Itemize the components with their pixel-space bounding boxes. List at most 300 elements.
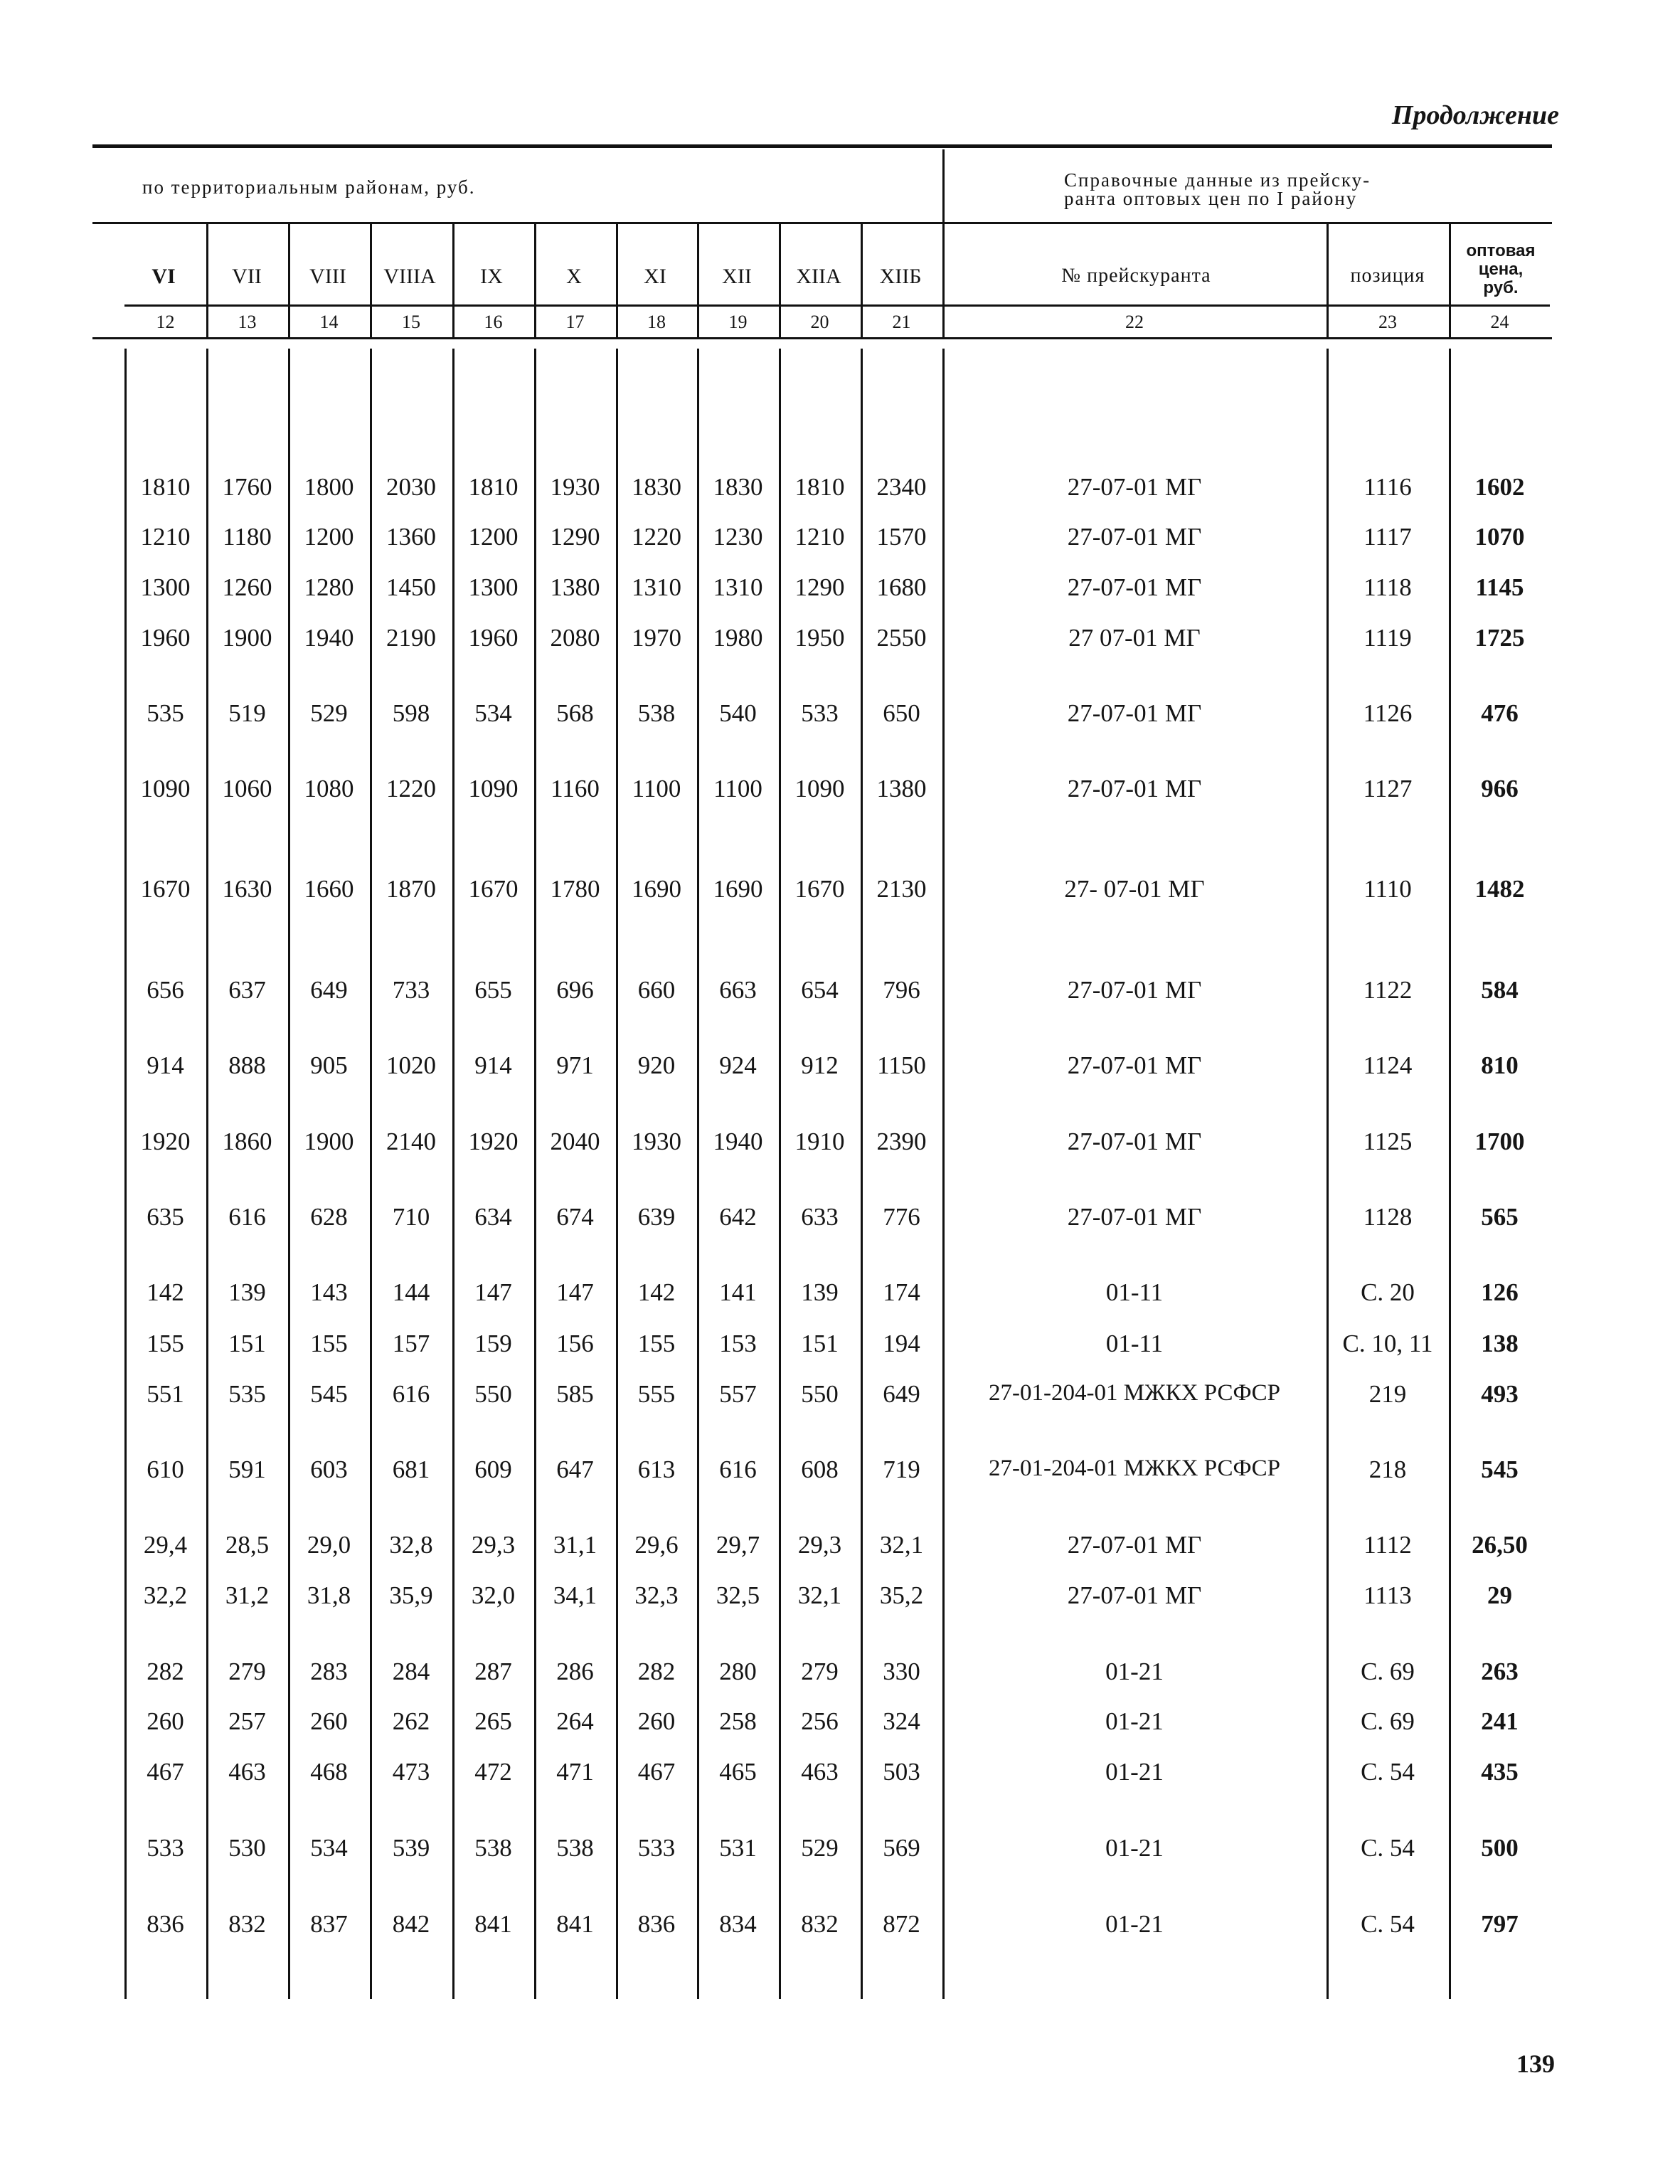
district-price-cell: 914 (147, 1051, 184, 1079)
column-number: 15 (402, 312, 420, 332)
district-price-cell: 635 (147, 1203, 184, 1231)
column-number: 12 (156, 312, 175, 332)
pricelist-cell: 27-07-01 МГ (1067, 473, 1202, 501)
district-price-cell: 29,4 (143, 1531, 188, 1559)
pricelist-cell: 27-01-204-01 МЖКХ РСФСР (989, 1380, 1280, 1406)
district-price-cell: 649 (310, 976, 348, 1004)
district-price-cell: 796 (883, 976, 920, 1004)
wholesale-price-cell: 26,50 (1472, 1531, 1528, 1559)
position-cell: С. 20 (1361, 1278, 1415, 1306)
district-price-cell: 836 (147, 1910, 184, 1938)
pricelist-cell: 27-07-01 МГ (1067, 1531, 1202, 1559)
district-price-cell: 157 (392, 1330, 430, 1357)
district-price-cell: 286 (556, 1658, 594, 1685)
position-cell: 1125 (1363, 1128, 1413, 1155)
district-price-cell: 637 (228, 976, 266, 1004)
district-price-cell: 551 (147, 1380, 184, 1408)
district-price-cell: 29,3 (471, 1531, 516, 1559)
district-price-cell: 467 (147, 1758, 184, 1786)
col-head-xiib: XIIБ (879, 265, 922, 288)
district-price-cell: 32,2 (143, 1581, 188, 1609)
district-price-cell: 533 (147, 1834, 184, 1862)
district-price-cell: 1200 (468, 523, 519, 551)
reference-sub-rule (937, 222, 1552, 224)
district-price-cell: 174 (883, 1278, 920, 1306)
district-price-cell: 1660 (304, 875, 354, 903)
district-price-cell: 1090 (140, 775, 191, 802)
district-price-cell: 1100 (713, 775, 762, 802)
district-price-cell: 681 (392, 1456, 430, 1483)
district-price-cell: 1380 (876, 775, 927, 802)
district-price-cell: 503 (883, 1758, 920, 1786)
wholesale-price-cell: 1145 (1475, 573, 1524, 601)
col-head-xi: XI (644, 265, 666, 288)
district-price-cell: 710 (392, 1203, 430, 1231)
pricelist-cell: 01-21 (1105, 1834, 1164, 1862)
district-price-cell: 534 (474, 699, 512, 727)
district-price-cell: 1300 (140, 573, 191, 601)
district-price-cell: 1930 (550, 473, 600, 501)
wholesale-price-cell: 1070 (1474, 523, 1525, 551)
pricelist-cell: 27-01-204-01 МЖКХ РСФСР (989, 1456, 1280, 1481)
district-price-cell: 258 (719, 1707, 757, 1735)
pricelist-cell: 27-07-01 МГ (1067, 523, 1202, 551)
top-rule (92, 144, 1552, 148)
column-number: 17 (565, 312, 585, 332)
district-price-cell: 531 (719, 1834, 757, 1862)
district-price-cell: 471 (556, 1758, 594, 1786)
district-price-cell: 1230 (713, 523, 763, 551)
position-cell: С. 69 (1361, 1658, 1415, 1685)
district-price-cell: 628 (310, 1203, 348, 1231)
wholesale-price-cell: 1700 (1474, 1128, 1525, 1155)
district-price-cell: 1310 (632, 573, 681, 601)
district-price-cell: 32,8 (389, 1531, 433, 1559)
position-cell: С. 54 (1361, 1758, 1415, 1786)
col-head-x: X (566, 265, 582, 288)
district-price-cell: 463 (801, 1758, 839, 1786)
district-price-cell: 1670 (794, 875, 845, 903)
district-price-cell: 647 (556, 1456, 594, 1483)
district-price-cell: 914 (474, 1051, 512, 1079)
district-price-cell: 141 (719, 1278, 757, 1306)
position-cell: 218 (1368, 1456, 1407, 1483)
district-price-cell: 663 (719, 976, 757, 1004)
wholesale-price-cell: 584 (1481, 976, 1519, 1004)
district-price-cell: 613 (637, 1456, 676, 1483)
district-price-cell: 696 (556, 976, 594, 1004)
districts-sub-rule (92, 222, 937, 224)
pricelist-cell: 27-07-01 МГ (1067, 1051, 1202, 1079)
district-price-cell: 1210 (794, 523, 845, 551)
district-price-cell: 2030 (386, 473, 436, 501)
pricelist-cell: 27- 07-01 МГ (1064, 875, 1205, 903)
district-price-cell: 550 (474, 1380, 512, 1408)
wholesale-price-cell: 126 (1481, 1278, 1519, 1306)
col-head-viii: VIII (309, 265, 346, 288)
district-price-cell: 1960 (140, 624, 191, 652)
page-number: 139 (1516, 2050, 1555, 2078)
position-cell: С. 69 (1361, 1707, 1415, 1735)
district-price-cell: 557 (719, 1380, 757, 1408)
district-price-cell: 144 (392, 1278, 430, 1306)
district-price-cell: 1300 (468, 573, 519, 601)
district-price-cell: 1860 (222, 1128, 272, 1155)
column-number: 23 (1378, 312, 1397, 332)
district-price-cell: 639 (637, 1203, 676, 1231)
district-price-cell: 159 (474, 1330, 512, 1357)
position-cell: С. 54 (1361, 1834, 1415, 1862)
district-price-cell: 591 (228, 1456, 266, 1483)
district-price-cell: 540 (719, 699, 757, 727)
position-cell: С. 54 (1361, 1910, 1415, 1938)
district-price-cell: 1690 (713, 875, 763, 903)
districts-heading: по территориальным районам, руб. (142, 176, 476, 198)
district-price-cell: 1360 (386, 523, 436, 551)
district-price-cell: 535 (228, 1380, 266, 1408)
district-price-cell: 1940 (713, 1128, 763, 1155)
district-price-cell: 2080 (550, 624, 600, 652)
district-price-cell: 649 (883, 1380, 920, 1408)
position-cell: 1126 (1363, 699, 1413, 727)
district-price-cell: 31,1 (553, 1531, 597, 1559)
district-price-cell: 1220 (386, 775, 436, 802)
district-price-cell: 287 (474, 1658, 512, 1685)
district-price-cell: 1290 (550, 523, 600, 551)
district-price-cell: 35,2 (879, 1581, 924, 1609)
district-price-cell: 832 (801, 1910, 839, 1938)
position-cell: 1124 (1363, 1051, 1413, 1079)
district-price-cell: 32,1 (879, 1531, 924, 1559)
pricelist-cell: 27 07-01 МГ (1068, 624, 1201, 652)
column-number: 24 (1490, 312, 1509, 332)
district-price-cell: 1780 (550, 875, 600, 903)
position-cell: 1118 (1363, 573, 1412, 601)
pricelist-cell: 27-07-01 МГ (1067, 1128, 1202, 1155)
district-price-cell: 1060 (222, 775, 272, 802)
district-price-cell: 841 (474, 1910, 512, 1938)
header-column-divider (942, 149, 945, 339)
col-head-xii: XII (722, 265, 752, 288)
district-price-cell: 616 (228, 1203, 266, 1231)
wholesale-price-cell: 545 (1481, 1456, 1519, 1483)
district-price-cell: 519 (228, 699, 266, 727)
continuation-label: Продолжение (1391, 100, 1559, 130)
pricelist-cell: 27-07-01 МГ (1067, 976, 1202, 1004)
col-head-xiia: XIIА (796, 265, 841, 288)
district-price-cell: 139 (228, 1278, 266, 1306)
wholesale-price-cell: 500 (1481, 1834, 1519, 1862)
col-head-ix: IX (480, 265, 503, 288)
district-price-cell: 555 (637, 1380, 676, 1408)
district-price-cell: 569 (883, 1834, 920, 1862)
wholesale-price-cell: 476 (1481, 699, 1519, 727)
district-price-cell: 143 (310, 1278, 348, 1306)
col-head-price-line3: руб. (1483, 278, 1519, 297)
pricelist-cell: 27-07-01 МГ (1067, 699, 1202, 727)
district-price-cell: 1810 (794, 473, 845, 501)
district-price-cell: 1810 (140, 473, 191, 501)
district-price-cell: 656 (147, 976, 184, 1004)
district-price-cell: 156 (556, 1330, 594, 1357)
district-price-cell: 533 (801, 699, 839, 727)
position-cell: 1127 (1363, 775, 1413, 802)
district-price-cell: 608 (801, 1456, 839, 1483)
district-price-cell: 282 (147, 1658, 184, 1685)
district-price-cell: 598 (392, 699, 430, 727)
district-price-cell: 264 (556, 1707, 594, 1735)
district-price-cell: 616 (392, 1380, 430, 1408)
district-price-cell: 265 (474, 1707, 512, 1735)
district-price-cell: 924 (719, 1051, 757, 1079)
district-price-cell: 534 (310, 1834, 348, 1862)
district-price-cell: 1450 (386, 573, 436, 601)
district-price-cell: 1950 (794, 624, 845, 652)
district-price-cell: 283 (310, 1658, 348, 1685)
district-price-cell: 1830 (632, 473, 681, 501)
district-price-cell: 31,8 (307, 1581, 351, 1609)
district-price-cell: 603 (310, 1456, 348, 1483)
column-number: 19 (728, 312, 748, 332)
column-number: 16 (484, 312, 503, 332)
district-price-cell: 260 (637, 1707, 676, 1735)
district-price-cell: 529 (310, 699, 348, 727)
position-cell: 1112 (1363, 1531, 1412, 1559)
district-price-cell: 257 (228, 1707, 266, 1735)
district-price-cell: 905 (310, 1051, 348, 1079)
col-head-vii: VII (232, 265, 262, 288)
wholesale-price-cell: 435 (1481, 1758, 1519, 1786)
district-price-cell: 1920 (468, 1128, 519, 1155)
district-price-cell: 1930 (632, 1128, 681, 1155)
district-price-cell: 284 (392, 1658, 430, 1685)
pricelist-cell: 27-07-01 МГ (1067, 1581, 1202, 1609)
position-cell: 1117 (1363, 523, 1412, 551)
district-price-cell: 324 (883, 1707, 920, 1735)
district-price-cell: 1090 (468, 775, 519, 802)
district-price-cell: 1100 (632, 775, 681, 802)
district-price-cell: 529 (801, 1834, 839, 1862)
district-price-cell: 34,1 (553, 1581, 597, 1609)
district-price-cell: 610 (147, 1456, 184, 1483)
col-head-pricelist: № прейскуранта (1061, 265, 1211, 287)
pricelist-cell: 27-07-01 МГ (1067, 573, 1202, 601)
district-price-cell: 2190 (386, 624, 436, 652)
wholesale-price-cell: 241 (1481, 1707, 1519, 1735)
district-price-cell: 282 (637, 1658, 676, 1685)
district-price-cell: 535 (147, 699, 184, 727)
district-price-cell: 468 (310, 1758, 348, 1786)
district-price-cell: 1910 (794, 1128, 845, 1155)
district-price-cell: 260 (310, 1707, 348, 1735)
column-number: 21 (892, 312, 911, 332)
district-price-cell: 837 (310, 1910, 348, 1938)
district-price-cell: 2340 (876, 473, 927, 501)
district-price-cell: 32,0 (471, 1581, 516, 1609)
district-price-cell: 1690 (632, 875, 681, 903)
district-price-cell: 1960 (468, 624, 519, 652)
district-price-cell: 2140 (386, 1128, 436, 1155)
district-price-cell: 1980 (713, 624, 763, 652)
district-price-cell: 29,0 (307, 1531, 351, 1559)
district-price-cell: 472 (474, 1758, 512, 1786)
district-price-cell: 32,5 (716, 1581, 760, 1609)
district-price-cell: 650 (883, 699, 920, 727)
wholesale-price-cell: 1602 (1474, 473, 1525, 501)
pricelist-cell: 01-21 (1105, 1658, 1164, 1685)
wholesale-price-cell: 1725 (1474, 624, 1525, 652)
district-price-cell: 912 (801, 1051, 839, 1079)
wholesale-price-cell: 263 (1481, 1658, 1519, 1685)
position-cell: 1113 (1363, 1581, 1412, 1609)
district-price-cell: 31,2 (225, 1581, 270, 1609)
district-price-cell: 1210 (140, 523, 191, 551)
district-price-cell: 155 (147, 1330, 184, 1357)
district-price-cell: 465 (719, 1758, 757, 1786)
district-price-cell: 533 (637, 1834, 676, 1862)
pricelist-cell: 01-21 (1105, 1910, 1164, 1938)
district-price-cell: 1670 (140, 875, 191, 903)
pricelist-cell: 01-11 (1105, 1330, 1164, 1357)
wholesale-price-cell: 810 (1481, 1051, 1519, 1079)
district-price-cell: 29,6 (634, 1531, 679, 1559)
wholesale-price-cell: 966 (1481, 775, 1519, 802)
wholesale-price-cell: 493 (1481, 1380, 1519, 1408)
district-price-cell: 1900 (304, 1128, 354, 1155)
wholesale-price-cell: 797 (1481, 1910, 1519, 1938)
district-price-cell: 920 (637, 1051, 676, 1079)
district-price-cell: 151 (801, 1330, 839, 1357)
district-price-cell: 841 (556, 1910, 594, 1938)
district-price-cell: 1290 (794, 573, 845, 601)
district-price-cell: 609 (474, 1456, 512, 1483)
district-price-cell: 2390 (876, 1128, 927, 1155)
district-price-cell: 1680 (876, 573, 927, 601)
district-price-cell: 1570 (876, 523, 927, 551)
district-price-cell: 463 (228, 1758, 266, 1786)
position-cell: 1110 (1363, 875, 1412, 903)
district-price-cell: 1150 (877, 1051, 926, 1079)
district-price-cell: 733 (392, 976, 430, 1004)
district-price-cell: 1310 (713, 573, 763, 601)
position-cell: С. 10, 11 (1342, 1330, 1433, 1357)
district-price-cell: 280 (719, 1658, 757, 1685)
pricelist-cell: 27-07-01 МГ (1067, 1203, 1202, 1231)
numbers-rule (92, 337, 1552, 339)
header-rule (124, 304, 1550, 307)
position-cell: 1116 (1363, 473, 1412, 501)
col-head-viiia: VIIIА (383, 265, 436, 288)
pricelist-cell: 01-21 (1105, 1758, 1164, 1786)
district-price-cell: 1080 (304, 775, 354, 802)
district-price-cell: 834 (719, 1910, 757, 1938)
district-price-cell: 842 (392, 1910, 430, 1938)
district-price-cell: 1810 (468, 473, 519, 501)
district-price-cell: 1920 (140, 1128, 191, 1155)
district-price-cell: 29,7 (716, 1531, 760, 1559)
district-price-cell: 538 (556, 1834, 594, 1862)
district-price-cell: 1670 (468, 875, 519, 903)
district-price-cell: 1020 (386, 1051, 436, 1079)
district-price-cell: 538 (474, 1834, 512, 1862)
district-price-cell: 1970 (632, 624, 681, 652)
district-price-cell: 568 (556, 699, 594, 727)
district-price-cell: 1760 (222, 473, 272, 501)
position-cell: 1128 (1363, 1203, 1413, 1231)
district-price-cell: 262 (392, 1707, 430, 1735)
district-price-cell: 142 (637, 1278, 676, 1306)
district-price-cell: 1220 (632, 523, 681, 551)
wholesale-price-cell: 1482 (1474, 875, 1525, 903)
district-price-cell: 719 (883, 1456, 920, 1483)
district-price-cell: 836 (637, 1910, 676, 1938)
col-head-position: позиция (1350, 265, 1425, 287)
position-cell: 1122 (1363, 976, 1413, 1004)
wholesale-price-cell: 29 (1487, 1581, 1512, 1609)
column-number: 14 (319, 312, 339, 332)
district-price-cell: 1900 (222, 624, 272, 652)
reference-heading-line2: ранта оптовых цен по I району (1064, 188, 1358, 209)
position-cell: 219 (1368, 1380, 1407, 1408)
district-price-cell: 1800 (304, 473, 354, 501)
district-price-cell: 971 (556, 1051, 594, 1079)
district-price-cell: 616 (719, 1456, 757, 1483)
district-price-cell: 279 (801, 1658, 839, 1685)
reference-heading-line1: Справочные данные из прейску- (1064, 169, 1371, 191)
column-number: 18 (647, 312, 666, 332)
col-head-price-line1: оптовая (1466, 241, 1536, 260)
pricelist-cell: 01-11 (1105, 1278, 1164, 1306)
district-price-cell: 1630 (222, 875, 272, 903)
wholesale-price-cell: 565 (1481, 1203, 1519, 1231)
district-price-cell: 888 (228, 1051, 266, 1079)
district-price-cell: 674 (556, 1203, 594, 1231)
position-cell: 1119 (1363, 624, 1412, 652)
pricelist-cell: 01-21 (1105, 1707, 1164, 1735)
district-price-cell: 1280 (304, 573, 354, 601)
col-head-vi: VI (151, 265, 176, 288)
district-price-cell: 2550 (876, 624, 927, 652)
district-price-cell: 538 (637, 699, 676, 727)
district-price-cell: 139 (801, 1278, 839, 1306)
district-price-cell: 1180 (223, 523, 272, 551)
district-price-cell: 1160 (551, 775, 600, 802)
district-price-cell: 153 (719, 1330, 757, 1357)
district-price-cell: 776 (883, 1203, 920, 1231)
district-price-cell: 35,9 (389, 1581, 433, 1609)
district-price-cell: 642 (719, 1203, 757, 1231)
district-price-cell: 1870 (386, 875, 436, 903)
district-price-cell: 660 (637, 976, 676, 1004)
district-price-cell: 872 (883, 1910, 920, 1938)
district-price-cell: 545 (310, 1380, 348, 1408)
column-number: 22 (1125, 312, 1144, 332)
district-price-cell: 28,5 (225, 1531, 270, 1559)
district-price-cell: 585 (556, 1380, 594, 1408)
district-price-cell: 467 (637, 1758, 676, 1786)
district-price-cell: 1260 (222, 573, 272, 601)
col-head-price-line2: цена, (1478, 260, 1524, 279)
district-price-cell: 539 (392, 1834, 430, 1862)
district-price-cell: 155 (637, 1330, 676, 1357)
district-price-cell: 155 (310, 1330, 348, 1357)
district-price-cell: 530 (228, 1834, 266, 1862)
district-price-cell: 655 (474, 976, 512, 1004)
column-number: 20 (810, 312, 829, 332)
district-price-cell: 634 (474, 1203, 512, 1231)
district-price-cell: 473 (392, 1758, 430, 1786)
district-price-cell: 1380 (550, 573, 600, 601)
